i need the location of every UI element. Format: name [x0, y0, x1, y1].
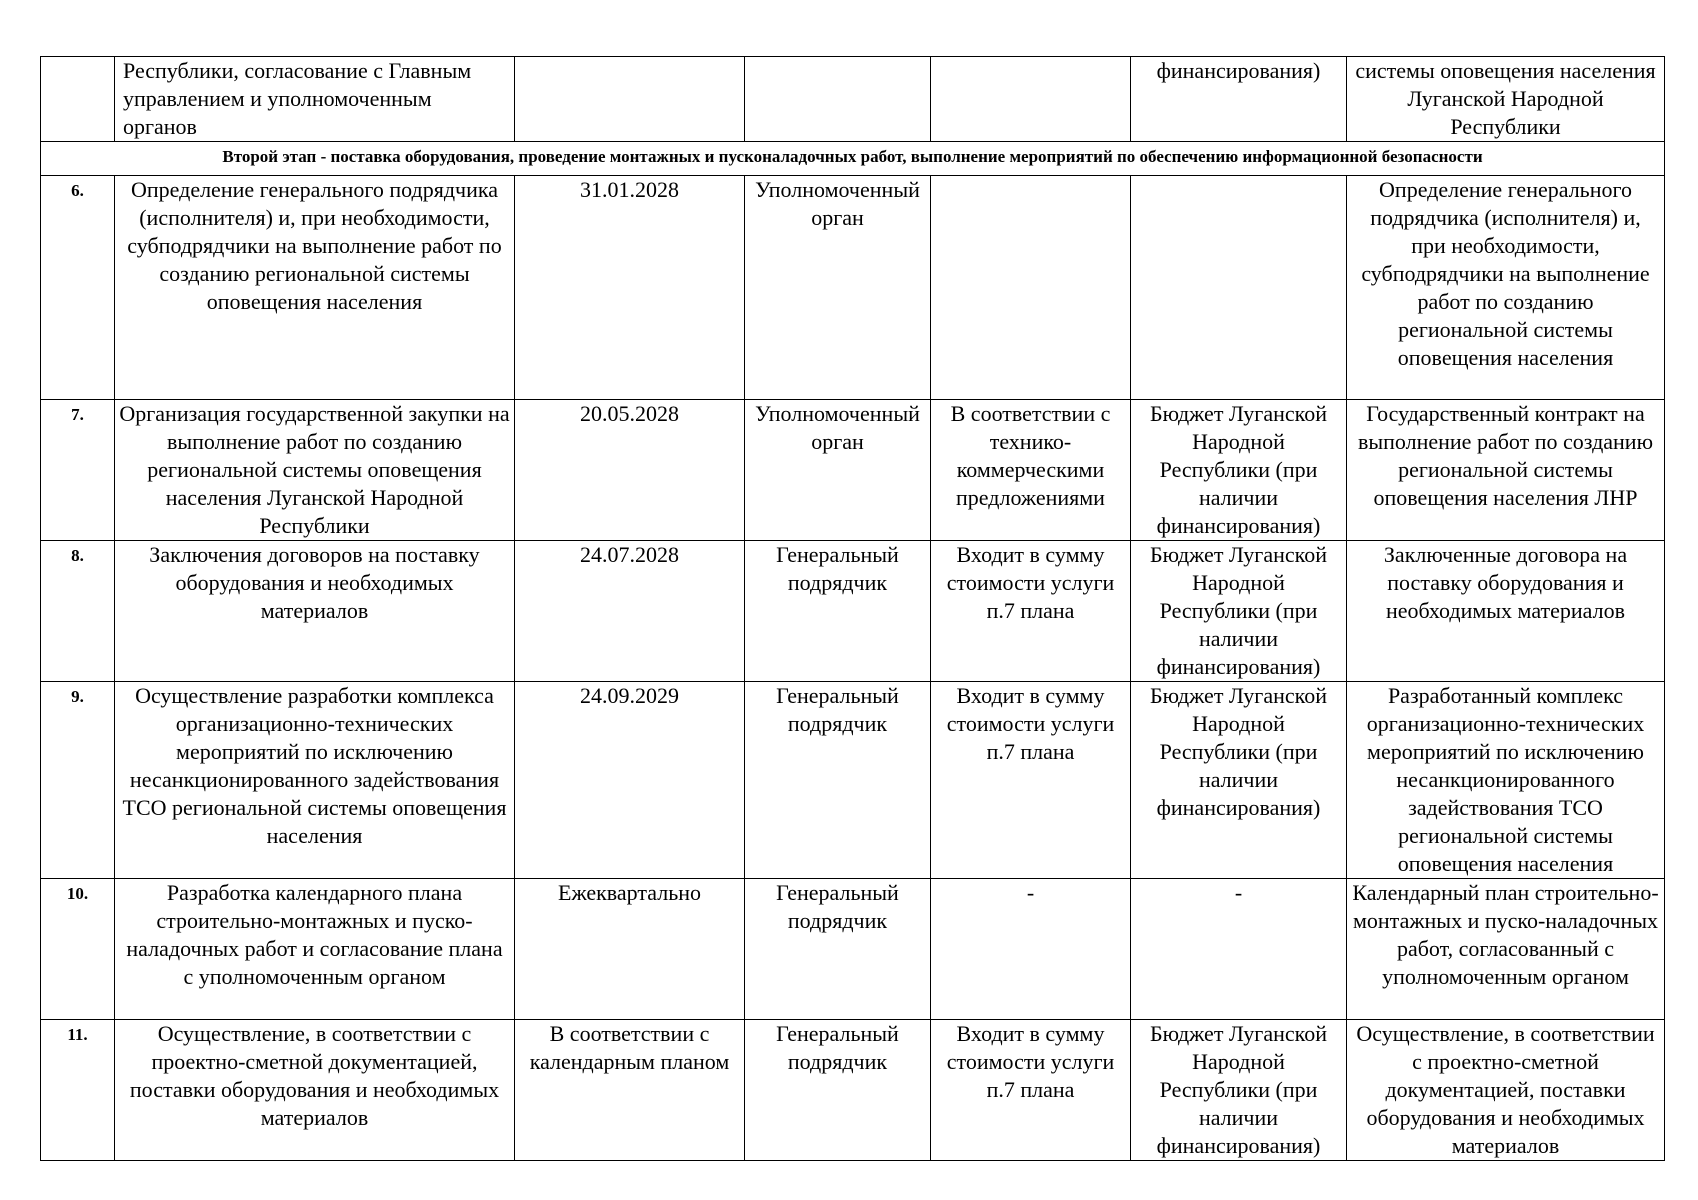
cost-cell: Входит в сумму стоимости услуги п.7 плана [931, 1020, 1131, 1161]
action-cell: Республики, согласование с Главным управлением и уполномоченным органов [115, 57, 515, 142]
result-cell: Государственный контракт на выполнение работ по созданию региональной системы оповещения населения ЛНР [1347, 400, 1665, 541]
table-row [41, 176, 1665, 400]
table-row [41, 400, 1665, 541]
stage-header-row [41, 142, 1665, 176]
action-cell: Разработка календарного плана строительно-монтажных и пуско-наладочных работ и согласование плана с уполномоченным органом [115, 879, 515, 1020]
table-row [41, 1020, 1665, 1161]
executor-cell [745, 57, 931, 142]
result-cell: Заключенные договора на поставку оборудования и необходимых материалов [1347, 541, 1665, 682]
num-cell: 9. [41, 682, 115, 879]
action-cell: Осуществление, в соответствии с проектно-сметной документацией, поставки оборудования и необходимых материалов [115, 1020, 515, 1161]
num-cell: 8. [41, 541, 115, 682]
executor-cell: Генеральный подрядчик [745, 1020, 931, 1161]
cost-cell [931, 176, 1131, 400]
deadline-cell: 24.09.2029 [515, 682, 745, 879]
source-cell: Бюджет Луганской Народной Республики (при наличии финансирования) [1131, 541, 1347, 682]
num-cell: 10. [41, 879, 115, 1020]
source-cell: Бюджет Луганской Народной Республики (при наличии финансирования) [1131, 400, 1347, 541]
deadline-cell: Ежеквартально [515, 879, 745, 1020]
table-row [41, 879, 1665, 1020]
action-cell: Организация государственной закупки на выполнение работ по созданию региональной системы оповещения населения Луганской Народной Республики [115, 400, 515, 541]
executor-cell: Генеральный подрядчик [745, 541, 931, 682]
source-cell: Бюджет Луганской Народной Республики (при наличии финансирования) [1131, 1020, 1347, 1161]
plan-table [40, 56, 1665, 1161]
result-cell: Осуществление, в соответствии с проектно-сметной документацией, поставки оборудования и необходимых материалов [1347, 1020, 1665, 1161]
source-cell: финансирования) [1131, 57, 1347, 142]
cost-cell: - [931, 879, 1131, 1020]
result-cell: Определение генерального подрядчика (исполнителя) и, при необходимости, субподрядчики на выполнение работ по созданию региональной системы оповещения населения [1347, 176, 1665, 400]
executor-cell: Уполномоченный орган [745, 400, 931, 541]
result-cell: Разработанный комплекс организационно-технических мероприятий по исключению несанкционированного задействования ТСО региональной системы оповещения населения [1347, 682, 1665, 879]
deadline-cell: В соответствии с календарным планом [515, 1020, 745, 1161]
num-cell: 7. [41, 400, 115, 541]
deadline-cell: 24.07.2028 [515, 541, 745, 682]
action-cell: Осуществление разработки комплекса организационно-технических мероприятий по исключению несанкционированного задействования ТСО региональной системы оповещения населения [115, 682, 515, 879]
stage-header: Второй этап - поставка оборудования, проведение монтажных и пусконаладочных работ, выполнение мероприятий по обеспечению информационной безопасности [41, 142, 1665, 176]
deadline-cell [515, 57, 745, 142]
result-cell: Календарный план строительно-монтажных и пуско-наладочных работ, согласованный с уполномоченным органом [1347, 879, 1665, 1020]
deadline-cell: 20.05.2028 [515, 400, 745, 541]
cost-cell: В соответствии с технико-коммерческими предложениями [931, 400, 1131, 541]
action-cell: Заключения договоров на поставку оборудования и необходимых материалов [115, 541, 515, 682]
result-cell: системы оповещения населения Луганской Народной Республики [1347, 57, 1665, 142]
table-row [41, 682, 1665, 879]
executor-cell: Генеральный подрядчик [745, 682, 931, 879]
source-cell: - [1131, 879, 1347, 1020]
executor-cell: Уполномоченный орган [745, 176, 931, 400]
num-cell: 6. [41, 176, 115, 400]
table-row [41, 541, 1665, 682]
cost-cell: Входит в сумму стоимости услуги п.7 плана [931, 541, 1131, 682]
num-cell: 11. [41, 1020, 115, 1161]
action-cell: Определение генерального подрядчика (исполнителя) и, при необходимости, субподрядчики на выполнение работ по созданию региональной системы оповещения населения [115, 176, 515, 400]
source-cell: Бюджет Луганской Народной Республики (при наличии финансирования) [1131, 682, 1347, 879]
table-row-continued [41, 57, 1665, 142]
cost-cell: Входит в сумму стоимости услуги п.7 плана [931, 682, 1131, 879]
executor-cell: Генеральный подрядчик [745, 879, 931, 1020]
num-cell [41, 57, 115, 142]
cost-cell [931, 57, 1131, 142]
source-cell [1131, 176, 1347, 400]
deadline-cell: 31.01.2028 [515, 176, 745, 400]
